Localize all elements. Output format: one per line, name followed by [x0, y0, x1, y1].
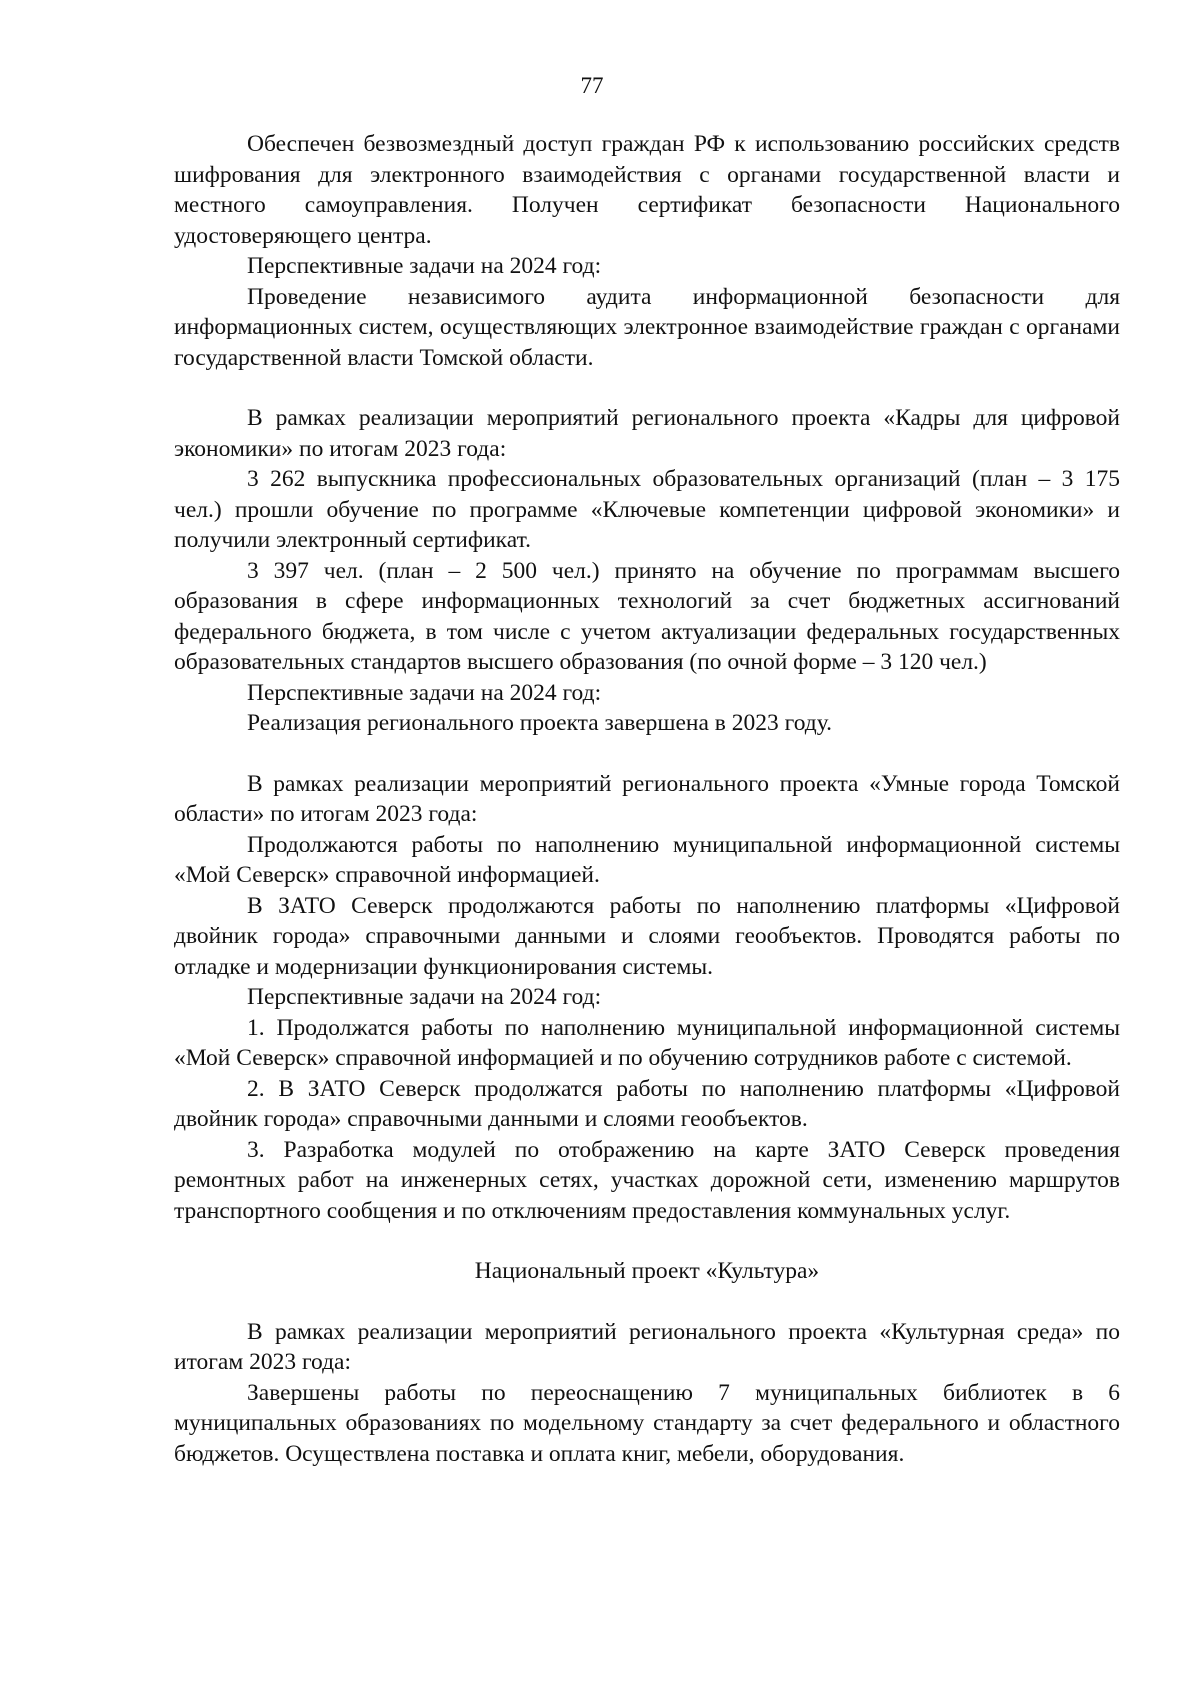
paragraph: Завершены работы по переоснащению 7 муниципальных библиотек в 6 муниципальных образованиях по модельному стандарту за счет федерального и областного бюджетов. Осуществлена поставка и оплата книг, мебели, оборудования.	[174, 1379, 1120, 1467]
spacer	[174, 1226, 1120, 1256]
paragraph: В рамках реализации мероприятий регионального проекта «Культурная среда» по итогам 2023 года:	[174, 1318, 1120, 1375]
spacer	[174, 1287, 1120, 1317]
culture-environment-block	[174, 1317, 1120, 1470]
spacer	[174, 739, 1120, 769]
paragraph: 3 397 чел. (план – 2 500 чел.) принято на обучение по программам высшего образования в сфере информационных технологий за счет бюджетных ассигнований федерального бюджета, в том числе с учетом актуализации федеральных государственных образовательных стандартов высшего образования (по очной форме – 3 120 чел.)	[174, 557, 1120, 675]
page-number: 77	[580, 73, 604, 98]
section-heading: Национальный проект «Культура»	[474, 1258, 820, 1284]
paragraph: Перспективные задачи на 2024 год:	[247, 253, 602, 279]
spacer	[174, 373, 1120, 403]
digital-economy-staff-block	[174, 403, 1120, 739]
paragraph: 3. Разработка модулей по отображению на карте ЗАТО Северск проведения ремонтных работ на инженерных сетях, участках дорожной сети, изменению маршрутов транспортного сообщения и по отключениям предоставления коммунальных услуг.	[174, 1136, 1120, 1224]
paragraph: Проведение независимого аудита информационной безопасности для информационных систем, осуществляющих электронное взаимодействие граждан с органами государственной власти Томской области.	[174, 283, 1120, 371]
paragraph: Обеспечен безвозмездный доступ граждан РФ к использованию российских средств шифрования для электронного взаимодействия с органами государственной власти и местного самоуправления. Получен сертификат безопасности Национального удостоверяющего центра.	[174, 131, 1120, 249]
paragraph: Перспективные задачи на 2024 год:	[247, 984, 602, 1010]
document-body	[174, 129, 1120, 1469]
paragraph: В ЗАТО Северск продолжаются работы по наполнению платформы «Цифровой двойник города» справочными данными и слоями геообъектов. Проводятся работы по отладке и модернизации функционирования системы.	[174, 892, 1120, 980]
crypto-access-block	[174, 129, 1120, 373]
paragraph: Перспективные задачи на 2024 год:	[247, 679, 602, 706]
paragraph: В рамках реализации мероприятий регионального проекта «Умные города Томской области» по итогам 2023 года:	[174, 770, 1120, 827]
paragraph: Продолжаются работы по наполнению муниципальной информационной системы «Мой Северск» справочной информацией.	[174, 831, 1120, 888]
paragraph: 2. В ЗАТО Северск продолжатся работы по наполнению платформы «Цифровой двойник города» справочными данными и слоями геообъектов.	[174, 1075, 1120, 1132]
paragraph: 3 262 выпускника профессиональных образовательных организаций (план – 3 175 чел.) прошли обучение по программе «Ключевые компетенции цифровой экономики» и получили электронный сертификат.	[174, 466, 1120, 553]
paragraph: Реализация регионального проекта завершена в 2023 году.	[247, 710, 832, 736]
paragraph: В рамках реализации мероприятий регионального проекта «Кадры для цифровой экономики» по итогам 2023 года:	[174, 405, 1120, 462]
smart-cities-block	[174, 769, 1120, 1227]
paragraph: 1. Продолжатся работы по наполнению муниципальной информационной системы «Мой Северск» справочной информацией и по обучению сотрудников работе с системой.	[174, 1014, 1120, 1071]
